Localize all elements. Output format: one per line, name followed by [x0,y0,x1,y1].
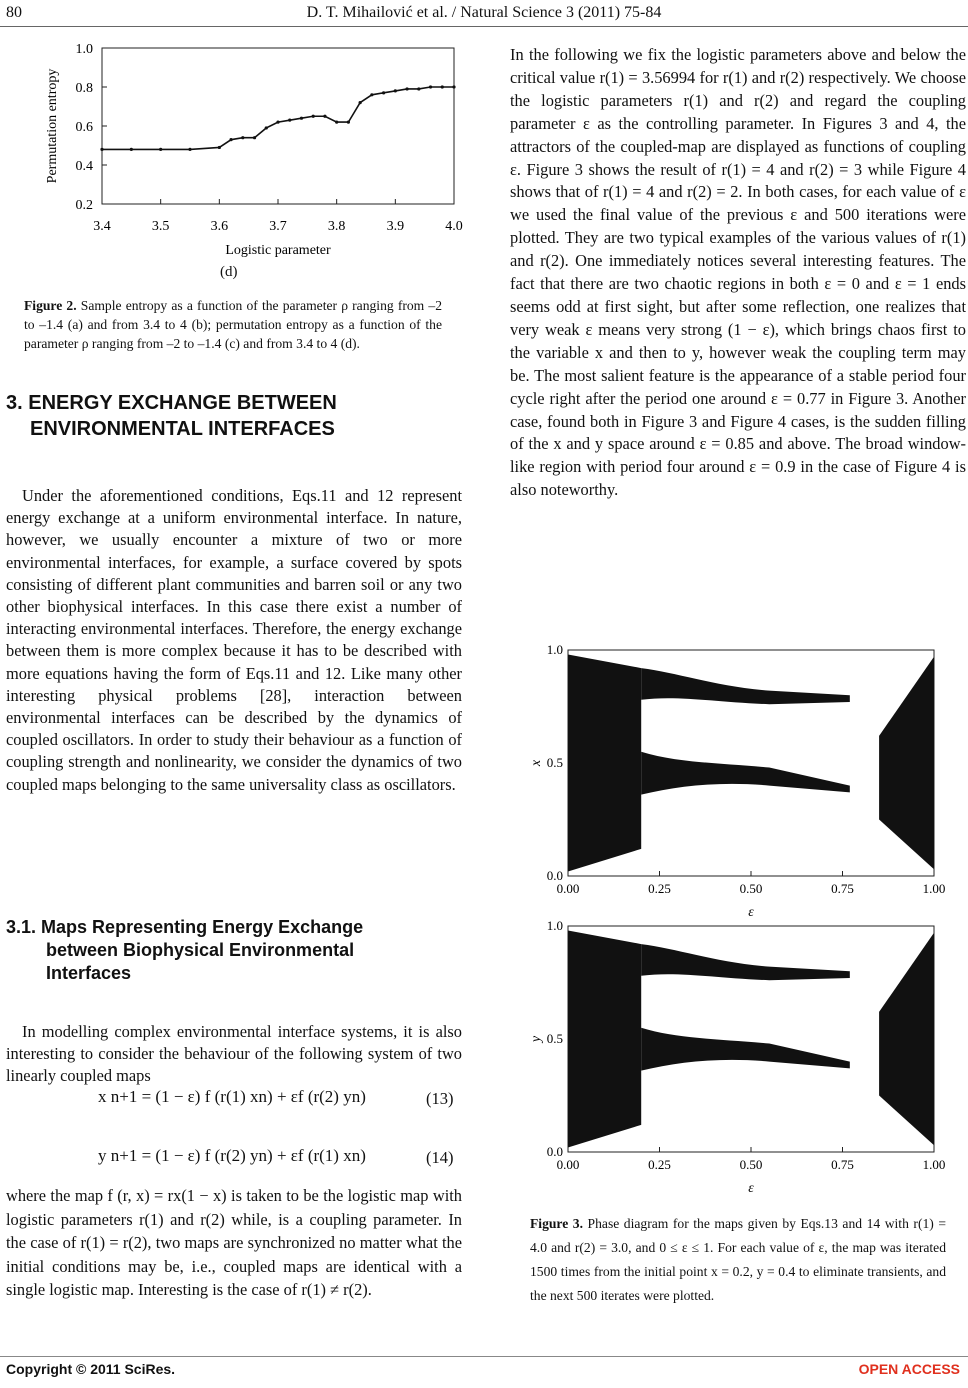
y-axis-label: y [529,1035,544,1043]
figure-3-text: Phase diagram for the maps given by Eqs.13 and 14 with r(1) = 4.0 and r(2) = 3.0, and 0 ≤ ε ≤ 1. For each value of ε, the map was iterated 1500 times from the initial point x = 0.2, y = 0.4 to eliminate transients, and the next 500 iterates were plotted. [530,1216,947,1303]
x-tick-label: 3.5 [151,219,170,234]
figure-3-bottom-plot [529,918,945,1196]
header-rule [0,26,968,27]
entropy-point [100,148,103,151]
figure-3-top-plot [529,642,945,920]
lower-branch [641,752,850,795]
y-tick-label: 1.0 [546,918,563,933]
x-tick-label: 3.9 [386,219,405,234]
section-3-title-line2: ENVIRONMENTAL INTERFACES [30,418,335,440]
upper-branch [641,668,850,704]
entropy-point [347,121,350,124]
entropy-point [265,126,268,129]
footer-copyright: Copyright © 2011 SciRes. [6,1361,176,1377]
y-tick-label: 0.5 [546,755,563,770]
entropy-point [335,121,338,124]
x-tick-label: 3.7 [269,219,287,234]
x-axis-label: Logistic parameter [225,243,331,258]
entropy-point [276,121,279,124]
x-tick-label: 0.50 [739,881,763,896]
section-3-1-title-line2: between Biophysical Environmental [46,940,355,960]
y-tick-label: 1.0 [546,642,563,657]
entropy-point [241,136,244,139]
chaotic-band-right [879,933,934,1145]
entropy-point [405,87,408,90]
x-tick-label: 3.8 [327,219,346,234]
x-axis-label: ε [748,905,754,920]
upper-branch [641,944,850,980]
equation-14-number: (14) [426,1148,454,1167]
section-3-heading [6,390,337,442]
entropy-point [159,148,162,151]
page-number: 80 [6,4,22,21]
section-3-1-number: 3.1. [6,917,37,937]
section-3-number: 3. [6,392,23,414]
figure-2-text: Sample entropy as a function of the parameter ρ ranging from –2 to –1.4 (a) and from 3.4 to 4 (b); permutation entropy as a function of the parameter ρ ranging from –2 to –1.4 (c) and from 3.4 to 4 (d). [24,298,442,351]
x-tick-label: 0.75 [831,1157,854,1172]
footer-rule [0,1356,968,1357]
y-axis-label: Permutation entropy [45,68,60,184]
x-tick-label: 0.50 [739,1157,763,1172]
entropy-point [229,138,232,141]
section-3-1-heading [6,916,363,985]
equation-13: x n+1 = (1 − ε) f (r(1) xn) + εf (r(2) yn) [98,1087,366,1106]
y-tick-label: 1.0 [75,42,93,57]
page-header [0,4,968,26]
entropy-point [253,136,256,139]
y-tick-label: 0.4 [75,159,93,174]
x-tick-label: 0.00 [556,1157,580,1172]
paragraph-3-text: where the map f (r, x) = rx(1 − x) is taken to be the logistic map with logistic parameters r(1) and r(2) while, is a coupling parameter. In the case of r(1) = r(2), two maps are synchronized no matter what the initial conditions may be, i.e., coupled maps are identical with a single logistic map. Interesting is the case of r(1) ≠ r(2). [6,1186,462,1299]
entropy-point [452,85,455,88]
paragraph-4-text: In the following we fix the logistic parameters above and below the critical value r(1) = 3.56994 for r(1) and r(2) respectively. We choose the logistic parameters r(1) and r(2) and regard the coupling parameter ε as the controlling parameter. In Figures 3 and 4, the attractors of the coupled-map are displayed as functions of coupling ε. Figure 3 shows the result of r(1) = 4 and r(2) = 3 while Figure 4 shows that of r(1) = 4 and r(2) = 2. In both cases, for each value of ε we used the final value of the previous ε and 500 iterations were plotted. They are two typical examples of the various values of r(1) and r(2). One immediately notices several interesting features. The fact that there are two chaotic regions in both ε = 0 and ε = 1 ends seems odd at first sight, but after some reflection, one realizes that very weak ε means very strong (1 − ε), which brings chaos first to the variable x and then to y, however weak the coupling term may be. The most salient feature is the appearance of a stable period four cycle right after the period one around ε = 0.77 in Figure 3. Another case, found both in Figure 3 and Figure 4 cases, is the sudden filling of the x and y space around ε = 0.85 and above. The broad window-like region with period four around ε = 0.9 in the case of Figure 4 is also noteworthy. [510,45,966,500]
entropy-point [429,85,432,88]
figure-2d-chart [40,38,470,288]
figure-2-caption [24,296,442,353]
y-tick-label: 0.6 [75,120,93,135]
y-tick-label: 0.0 [546,1144,563,1159]
figure-2-label: Figure 2. [24,298,77,313]
chaotic-band-right [879,657,934,869]
figure-3-top-chart [520,640,960,920]
entropy-point [312,115,315,118]
entropy-point [188,148,191,151]
section-3-1-title-line1: Maps Representing Energy Exchange [41,917,364,937]
plot-frame [102,48,454,204]
entropy-point [382,91,385,94]
entropy-point [417,87,420,90]
chaotic-band-left [568,931,641,1148]
entropy-series-line [102,87,454,149]
x-tick-label: 0.25 [648,1157,671,1172]
x-tick-label: 0.25 [648,881,671,896]
paragraph-3 [6,1184,462,1302]
section-3-1-title-line3: Interfaces [46,963,132,983]
entropy-point [323,115,326,118]
paragraph-1 [6,485,462,796]
entropy-point [300,117,303,120]
x-tick-label: 0.00 [556,881,580,896]
figure-2d-panel-label: (d) [220,264,238,280]
figure-3-caption [530,1212,946,1308]
x-tick-label: 3.4 [93,219,111,234]
paragraph-1-text: Under the aforementioned conditions, Eqs.11 and 12 represent energy exchange at a uniform environmental interface. In nature, however, we usually encounter a mixture of two or more environmental interfaces, for example, a surface covered by spots consisting of different plant communities and barren soil or any two other biophysical interfaces. In this case there exist a number of interacting environmental interfaces. Therefore, the energy exchange between them is more complex because it has to be described with more equations having the form of Eqs.11 and 12. Like many other interesting physical problems [28], interaction between environmental interfaces can be described by the dynamics of coupled oscillators. In order to study their behaviour as a function of coupling strength and nonlinearity, we consider the dynamics of two coupled maps belonging to the same universality class as oscillators. [6,486,462,794]
entropy-point [370,93,373,96]
equation-13-number: (13) [426,1089,454,1108]
y-tick-label: 0.2 [75,198,93,213]
entropy-point [218,146,221,149]
chaotic-band-left [568,655,641,872]
figure-3-bottom-chart [520,916,960,1206]
y-tick-label: 0.0 [546,868,563,883]
x-tick-label: 3.6 [210,219,229,234]
paragraph-2 [6,1021,462,1088]
x-tick-label: 0.75 [831,881,854,896]
lower-branch [641,1028,850,1071]
y-tick-label: 0.8 [75,81,93,96]
equation-14: y n+1 = (1 − ε) f (r(2) yn) + εf (r(1) xn) [98,1146,366,1165]
x-axis-label: ε [748,1181,754,1196]
figure-2d-plot [45,42,463,258]
figure-3-label: Figure 3. [530,1216,583,1231]
running-head: D. T. Mihailović et al. / Natural Science 3 (2011) 75-84 [306,4,662,21]
paragraph-2-text: In modelling complex environmental interface systems, it is also interesting to consider the behaviour of the following system of two linearly coupled maps [6,1022,462,1086]
paragraph-4 [510,44,966,502]
entropy-point [359,101,362,104]
entropy-point [441,85,444,88]
footer-open-access[interactable]: OPEN ACCESS [858,1361,960,1377]
entropy-point [394,89,397,92]
x-tick-label: 4.0 [445,219,463,234]
section-3-title-line1: ENERGY EXCHANGE BETWEEN [28,392,337,414]
x-tick-label: 1.00 [922,881,946,896]
entropy-point [288,119,291,122]
entropy-point [130,148,133,151]
x-tick-label: 1.00 [922,1157,946,1172]
y-tick-label: 0.5 [546,1031,563,1046]
y-axis-label: x [529,759,544,767]
